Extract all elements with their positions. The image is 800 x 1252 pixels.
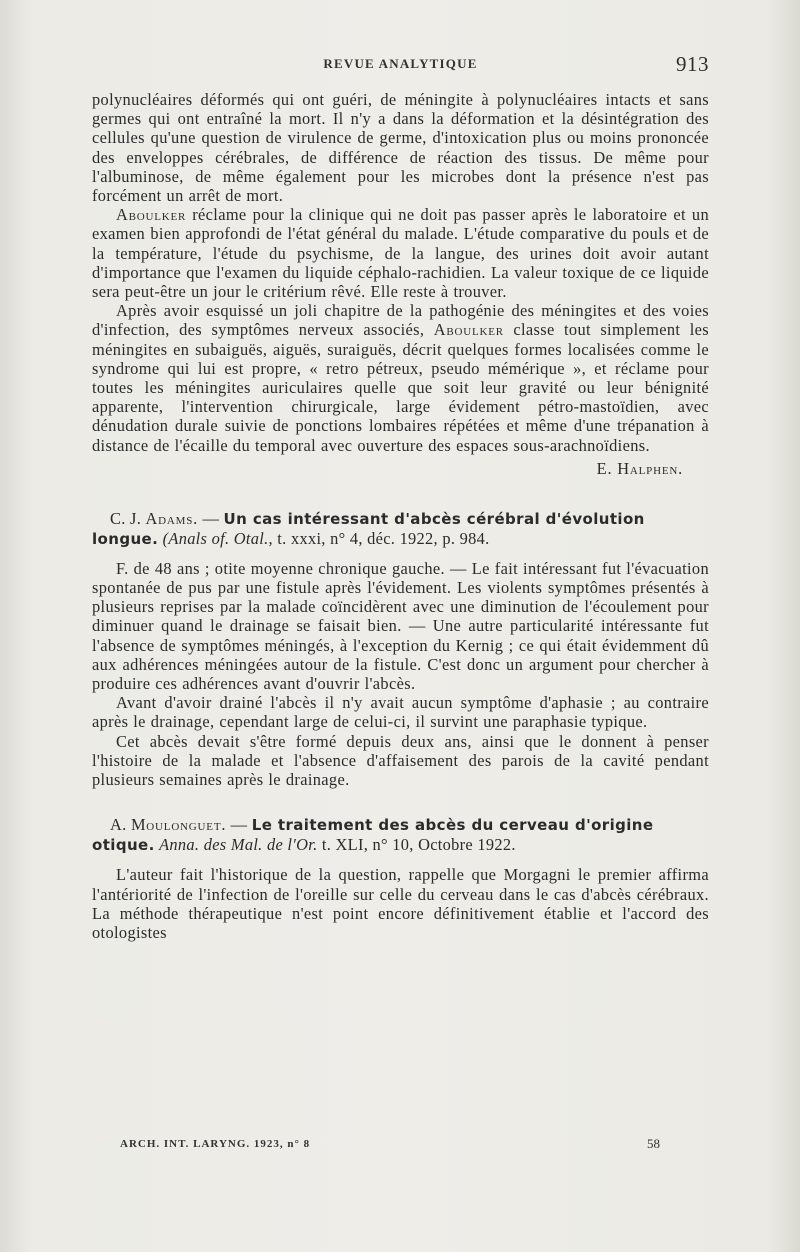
author-initial: C. J.: [110, 508, 146, 528]
page-number: 913: [676, 52, 709, 76]
heading-dash: —: [226, 815, 252, 835]
author-name: Aboulker: [433, 320, 504, 340]
signature-name: Halphen.: [617, 458, 683, 478]
page-body: [92, 90, 709, 942]
heading-dash: —: [198, 508, 224, 528]
author-name: Aboulker: [116, 205, 187, 225]
author-name: Moulonguet.: [130, 815, 227, 835]
footer-journal-reference: ARCH. INT. LARYNG. 1923, n° 8: [120, 1138, 311, 1150]
author-initial: A.: [110, 815, 131, 835]
article3-paragraph-1: L'auteur fait l'historique de la question, rappelle que Morgagni le premier affirma l'antériorité de l'infection de l'oreille sur celle du cerveau dans le cas d'abcès cérébraux. La méthode thérapeutique n'est point encore définitivement établie et l'accord des otologistes: [92, 865, 709, 942]
article2-heading: [92, 509, 709, 549]
article1-paragraph-3: [92, 301, 709, 455]
article1-paragraph-1: polynucléaires déformés qui ont guéri, de méningite à polynucléaires intacts et sans germes qui ont entraîné la mort. Il n'y a dans la déformation et la désintégration des cellules qu'une question de virulence de germe, d'intoxication plus ou moins prononcée des enveloppes cérébrales, de différence de réaction des tissus. De même pour l'albuminose, de même également pour les microbes dont la présence n'est pas forcément un arrêt de mort.: [92, 90, 709, 206]
article-title: Le traitement des abcès du cerveau d'origine otique.: [92, 816, 654, 855]
paragraph-text: classe tout simplement les méningites en subaiguës, aiguës, suraiguës, décrit quelques formes localisées comme le syndrome qui lui est propre, « retro pétreux, pseudo mémérique », et réclame pour toutes les méningites auriculaires quelle que soit leur gravité ou leur bénignité apparente, l'intervention chirurgicale, large évidement pétro-mastoïdien, avec dénudation durale suivie de ponctions lombaires répétées et même d'une trépanation à distance de l'écaille du temporal avec ouverture des espaces sous-arachnoïdiens.: [92, 320, 709, 455]
running-title: REVUE ANALYTIQUE: [323, 56, 478, 71]
signature-initial: E.: [596, 458, 618, 478]
reviewer-signature: [92, 459, 709, 479]
article2-paragraph-1: F. de 48 ans ; otite moyenne chronique gauche. — Le fait intéressant fut l'évacuation spontanée de pus par une fistule après l'évidement. Les violents symptômes présentés à plusieurs reprises par la malade coïncidèrent avec une diminution de l'écoulement pour diminuer quand le drainage se faisait bien. — Une autre particularité intéressante fut l'absence de symptômes méningés, à l'exception du Kernig ; ce qui était évidemment dû aux adhérences méningées autour de la fistule. C'est donc un argument pour chercher à produire ces adhérences avant d'ouvrir l'abcès.: [92, 558, 709, 694]
article3-heading: [92, 815, 709, 855]
reference-details: t. XLI, n° 10, Octobre 1922.: [317, 835, 516, 855]
article2-paragraph-3: Cet abcès devait s'être formé depuis deux ans, ainsi que le donnent à penser l'histoire de la malade et l'absence d'affaisement des parois de la cavité pendant plusieurs semaines après le drainage.: [92, 731, 709, 790]
paragraph-text: réclame pour la clinique qui ne doit pas passer après le laboratoire et un examen bien approfondi de l'état général du malade. L'étude comparative du pouls et de la température, l'étude du psychisme, de la langue, des urines doit avoir autant d'importance que l'examen du liquide céphalo-rachidien. La valeur toxique de ce liquide sera peut-être un jour le critérium rêvé. Elle reste à trouver.: [92, 205, 709, 302]
reference-details: t. xxxi, n° 4, déc. 1922, p. 984.: [272, 528, 490, 548]
article2-paragraph-2: Avant d'avoir drainé l'abcès il n'y avait aucun symptôme d'aphasie ; au contraire après le drainage, cependant large de celui-ci, il survint une paraphasie typique.: [92, 693, 709, 732]
article-title: Un cas intéressant d'abcès cérébral d'évolution longue.: [92, 509, 645, 548]
article1-paragraph-2: [92, 205, 709, 301]
page-footer: [120, 1136, 660, 1154]
paragraph-text: Après avoir esquissé un joli chapitre de la pathogénie des méningites et des voies d'infection, des symptômes nerveux associés,: [92, 301, 709, 340]
author-name: Adams.: [145, 508, 199, 528]
page-header: [92, 52, 709, 78]
journal-reference: (Anals of. Otal.,: [162, 528, 273, 548]
journal-reference: Anna. des Mal. de l'Or.: [159, 835, 318, 855]
footer-sheet-number: 58: [647, 1136, 660, 1151]
